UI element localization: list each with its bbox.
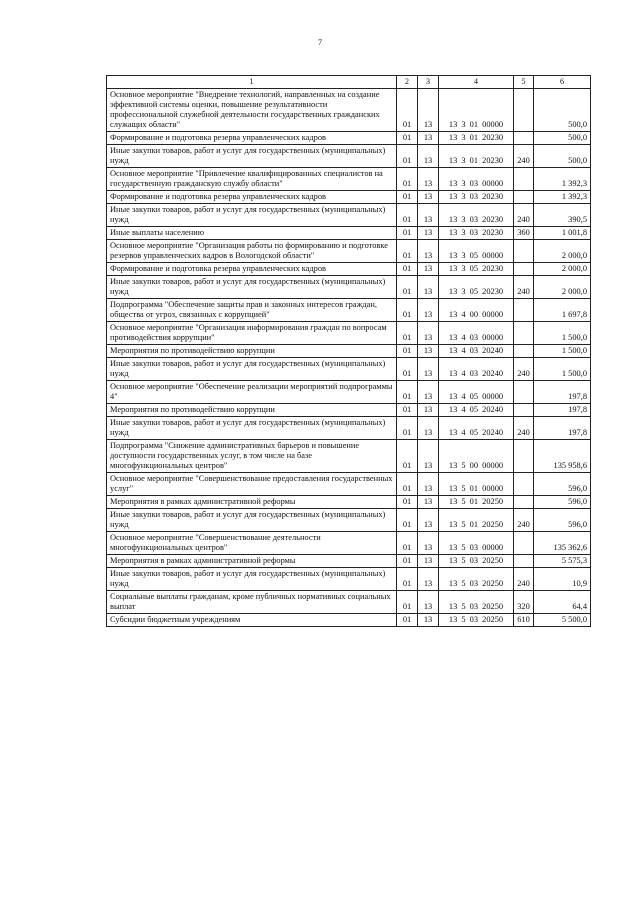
row-subsection-cell: 13	[418, 168, 439, 191]
row-expense-type-cell	[514, 532, 534, 555]
row-subsection-cell: 13	[418, 591, 439, 614]
row-subsection-cell: 13	[418, 417, 439, 440]
row-section-cell: 01	[397, 532, 418, 555]
row-section-cell: 01	[397, 358, 418, 381]
row-name-cell: Мероприятия по противодействию коррупции	[107, 404, 397, 417]
row-expense-type-cell: 240	[514, 358, 534, 381]
row-expense-type-cell	[514, 89, 534, 132]
row-expense-type-cell: 240	[514, 509, 534, 532]
row-section-cell: 01	[397, 417, 418, 440]
table-row	[107, 263, 591, 276]
row-amount-cell: 596,0	[534, 509, 591, 532]
row-target-article-cell: 13 5 03 00000	[439, 532, 514, 555]
row-name-cell: Формирование и подготовка резерва управленческих кадров	[107, 191, 397, 204]
row-amount-cell: 390,5	[534, 204, 591, 227]
row-amount-cell: 135 958,6	[534, 440, 591, 473]
row-expense-type-cell	[514, 240, 534, 263]
row-target-article-cell: 13 3 05 20230	[439, 263, 514, 276]
row-section-cell: 01	[397, 568, 418, 591]
row-section-cell: 01	[397, 204, 418, 227]
table-row	[107, 404, 591, 417]
row-expense-type-cell: 240	[514, 568, 534, 591]
table-row	[107, 532, 591, 555]
table-row	[107, 276, 591, 299]
table-row	[107, 240, 591, 263]
row-amount-cell: 1 392,3	[534, 168, 591, 191]
row-expense-type-cell: 240	[514, 145, 534, 168]
row-name-cell: Иные закупки товаров, работ и услуг для государственных (муниципальных) нужд	[107, 358, 397, 381]
row-section-cell: 01	[397, 509, 418, 532]
row-target-article-cell: 13 3 03 20230	[439, 204, 514, 227]
row-subsection-cell: 13	[418, 191, 439, 204]
row-amount-cell: 197,8	[534, 404, 591, 417]
row-amount-cell: 2 000,0	[534, 240, 591, 263]
row-section-cell: 01	[397, 404, 418, 417]
budget-table	[106, 75, 591, 627]
row-target-article-cell: 13 4 00 00000	[439, 299, 514, 322]
table-row	[107, 191, 591, 204]
row-subsection-cell: 13	[418, 358, 439, 381]
row-amount-cell: 5 500,0	[534, 614, 591, 627]
row-name-cell: Иные закупки товаров, работ и услуг для государственных (муниципальных) нужд	[107, 204, 397, 227]
table-row	[107, 299, 591, 322]
row-section-cell: 01	[397, 227, 418, 240]
header-cell-5: 5	[514, 76, 534, 89]
row-subsection-cell: 13	[418, 299, 439, 322]
row-expense-type-cell	[514, 299, 534, 322]
table-row	[107, 568, 591, 591]
row-subsection-cell: 13	[418, 614, 439, 627]
row-name-cell: Мероприятия в рамках административной реформы	[107, 555, 397, 568]
row-subsection-cell: 13	[418, 440, 439, 473]
row-section-cell: 01	[397, 299, 418, 322]
table-row	[107, 168, 591, 191]
row-name-cell: Иные закупки товаров, работ и услуг для государственных (муниципальных) нужд	[107, 417, 397, 440]
row-subsection-cell: 13	[418, 132, 439, 145]
row-target-article-cell: 13 4 03 00000	[439, 322, 514, 345]
row-subsection-cell: 13	[418, 532, 439, 555]
table-row	[107, 204, 591, 227]
table-row	[107, 381, 591, 404]
row-section-cell: 01	[397, 168, 418, 191]
row-amount-cell: 2 000,0	[534, 263, 591, 276]
header-cell-3: 3	[418, 76, 439, 89]
row-amount-cell: 1 500,0	[534, 322, 591, 345]
row-subsection-cell: 13	[418, 276, 439, 299]
row-target-article-cell: 13 5 03 20250	[439, 614, 514, 627]
table-row	[107, 89, 591, 132]
row-target-article-cell: 13 4 05 20240	[439, 417, 514, 440]
row-name-cell: Мероприятия в рамках административной реформы	[107, 496, 397, 509]
row-name-cell: Основное мероприятие "Организация информирования граждан по вопросам противодействия коррупции"	[107, 322, 397, 345]
row-subsection-cell: 13	[418, 240, 439, 263]
table-row	[107, 440, 591, 473]
row-expense-type-cell	[514, 404, 534, 417]
row-target-article-cell: 13 5 01 20250	[439, 496, 514, 509]
row-name-cell: Формирование и подготовка резерва управленческих кадров	[107, 263, 397, 276]
row-amount-cell: 500,0	[534, 145, 591, 168]
row-expense-type-cell: 240	[514, 204, 534, 227]
row-target-article-cell: 13 4 03 20240	[439, 358, 514, 381]
row-subsection-cell: 13	[418, 145, 439, 168]
row-name-cell: Иные закупки товаров, работ и услуг для государственных (муниципальных) нужд	[107, 568, 397, 591]
row-target-article-cell: 13 3 01 00000	[439, 89, 514, 132]
row-amount-cell: 596,0	[534, 473, 591, 496]
row-expense-type-cell	[514, 440, 534, 473]
row-subsection-cell: 13	[418, 89, 439, 132]
table-row	[107, 417, 591, 440]
row-name-cell: Субсидии бюджетным учреждениям	[107, 614, 397, 627]
row-amount-cell: 1 500,0	[534, 358, 591, 381]
row-target-article-cell: 13 5 03 20250	[439, 591, 514, 614]
header-cell-6: 6	[534, 76, 591, 89]
table-row	[107, 227, 591, 240]
row-subsection-cell: 13	[418, 227, 439, 240]
row-target-article-cell: 13 3 05 00000	[439, 240, 514, 263]
row-section-cell: 01	[397, 440, 418, 473]
row-subsection-cell: 13	[418, 496, 439, 509]
row-target-article-cell: 13 3 01 20230	[439, 132, 514, 145]
table-row	[107, 358, 591, 381]
row-section-cell: 01	[397, 276, 418, 299]
row-section-cell: 01	[397, 614, 418, 627]
row-name-cell: Подпрограмма "Обеспечение защиты прав и законных интересов граждан, общества от угроз, связанных с коррупцией"	[107, 299, 397, 322]
row-section-cell: 01	[397, 240, 418, 263]
row-target-article-cell: 13 3 03 20230	[439, 191, 514, 204]
row-target-article-cell: 13 5 01 00000	[439, 473, 514, 496]
row-expense-type-cell: 240	[514, 276, 534, 299]
row-expense-type-cell	[514, 345, 534, 358]
row-name-cell: Основное мероприятие "Привлечение квалифицированных специалистов на государственную гражданскую службу области"	[107, 168, 397, 191]
row-name-cell: Основное мероприятие "Совершенствование деятельности многофункциональных центров"	[107, 532, 397, 555]
table-row	[107, 345, 591, 358]
row-name-cell: Основное мероприятие "Совершенствование предоставления государственных услуг"	[107, 473, 397, 496]
row-amount-cell: 500,0	[534, 132, 591, 145]
row-subsection-cell: 13	[418, 263, 439, 276]
row-target-article-cell: 13 5 01 20250	[439, 509, 514, 532]
row-expense-type-cell: 240	[514, 417, 534, 440]
row-expense-type-cell	[514, 473, 534, 496]
row-expense-type-cell	[514, 555, 534, 568]
row-expense-type-cell: 320	[514, 591, 534, 614]
row-expense-type-cell	[514, 263, 534, 276]
row-section-cell: 01	[397, 381, 418, 404]
row-amount-cell: 500,0	[534, 89, 591, 132]
row-name-cell: Основное мероприятие "Организация работы по формированию и подготовке резервов управленческих кадров в Вологодской области"	[107, 240, 397, 263]
row-amount-cell: 5 575,3	[534, 555, 591, 568]
table-row	[107, 473, 591, 496]
row-target-article-cell: 13 3 05 20230	[439, 276, 514, 299]
table-row	[107, 614, 591, 627]
row-amount-cell: 10,9	[534, 568, 591, 591]
row-section-cell: 01	[397, 473, 418, 496]
row-target-article-cell: 13 4 03 20240	[439, 345, 514, 358]
row-amount-cell: 596,0	[534, 496, 591, 509]
row-expense-type-cell	[514, 191, 534, 204]
row-amount-cell: 1 697,8	[534, 299, 591, 322]
row-name-cell: Подпрограмма "Снижение административных барьеров и повышение доступности государственных услуг, в том числе на базе многофункциональных центров"	[107, 440, 397, 473]
header-cell-4: 4	[439, 76, 514, 89]
header-cell-1: 1	[107, 76, 397, 89]
row-name-cell: Иные закупки товаров, работ и услуг для государственных (муниципальных) нужд	[107, 509, 397, 532]
row-expense-type-cell: 610	[514, 614, 534, 627]
row-name-cell: Иные закупки товаров, работ и услуг для государственных (муниципальных) нужд	[107, 276, 397, 299]
row-section-cell: 01	[397, 555, 418, 568]
row-target-article-cell: 13 4 05 00000	[439, 381, 514, 404]
row-subsection-cell: 13	[418, 204, 439, 227]
row-name-cell: Иные выплаты населению	[107, 227, 397, 240]
row-expense-type-cell	[514, 132, 534, 145]
row-expense-type-cell	[514, 381, 534, 404]
row-target-article-cell: 13 3 01 20230	[439, 145, 514, 168]
row-name-cell: Социальные выплаты гражданам, кроме публичных нормативных социальных выплат	[107, 591, 397, 614]
row-section-cell: 01	[397, 322, 418, 345]
row-name-cell: Мероприятия по противодействию коррупции	[107, 345, 397, 358]
row-name-cell: Основное мероприятие "Обеспечение реализации мероприятий подпрограммы 4"	[107, 381, 397, 404]
table-row	[107, 322, 591, 345]
row-amount-cell: 1 500,0	[534, 345, 591, 358]
row-target-article-cell: 13 3 03 20230	[439, 227, 514, 240]
table-row	[107, 509, 591, 532]
row-target-article-cell: 13 5 00 00000	[439, 440, 514, 473]
row-amount-cell: 64,4	[534, 591, 591, 614]
row-subsection-cell: 13	[418, 381, 439, 404]
row-amount-cell: 2 000,0	[534, 276, 591, 299]
table-body	[107, 76, 591, 627]
row-amount-cell: 197,8	[534, 381, 591, 404]
row-name-cell: Формирование и подготовка резерва управленческих кадров	[107, 132, 397, 145]
row-amount-cell: 1 001,8	[534, 227, 591, 240]
row-amount-cell: 1 392,3	[534, 191, 591, 204]
row-name-cell: Основное мероприятие "Внедрение технологий, направленных на создание эффективной системы оценки, повышение результативности профессиональной служебной деятельности государственных гражданских служащих области"	[107, 89, 397, 132]
row-section-cell: 01	[397, 263, 418, 276]
row-subsection-cell: 13	[418, 568, 439, 591]
row-target-article-cell: 13 5 03 20250	[439, 568, 514, 591]
row-section-cell: 01	[397, 591, 418, 614]
table-row	[107, 591, 591, 614]
row-section-cell: 01	[397, 191, 418, 204]
row-name-cell: Иные закупки товаров, работ и услуг для государственных (муниципальных) нужд	[107, 145, 397, 168]
row-subsection-cell: 13	[418, 555, 439, 568]
page-number: 7	[318, 38, 322, 47]
row-target-article-cell: 13 4 05 20240	[439, 404, 514, 417]
row-subsection-cell: 13	[418, 345, 439, 358]
row-section-cell: 01	[397, 496, 418, 509]
row-section-cell: 01	[397, 345, 418, 358]
table-row	[107, 496, 591, 509]
table-row	[107, 145, 591, 168]
row-expense-type-cell	[514, 496, 534, 509]
row-section-cell: 01	[397, 89, 418, 132]
header-cell-2: 2	[397, 76, 418, 89]
table-header-row	[107, 76, 591, 89]
table-row	[107, 555, 591, 568]
row-amount-cell: 197,8	[534, 417, 591, 440]
row-amount-cell: 135 362,6	[534, 532, 591, 555]
table-row	[107, 132, 591, 145]
row-expense-type-cell	[514, 168, 534, 191]
row-section-cell: 01	[397, 132, 418, 145]
row-target-article-cell: 13 3 03 00000	[439, 168, 514, 191]
row-expense-type-cell	[514, 322, 534, 345]
row-subsection-cell: 13	[418, 473, 439, 496]
row-subsection-cell: 13	[418, 404, 439, 417]
row-expense-type-cell: 360	[514, 227, 534, 240]
row-subsection-cell: 13	[418, 322, 439, 345]
row-subsection-cell: 13	[418, 509, 439, 532]
row-target-article-cell: 13 5 03 20250	[439, 555, 514, 568]
row-section-cell: 01	[397, 145, 418, 168]
